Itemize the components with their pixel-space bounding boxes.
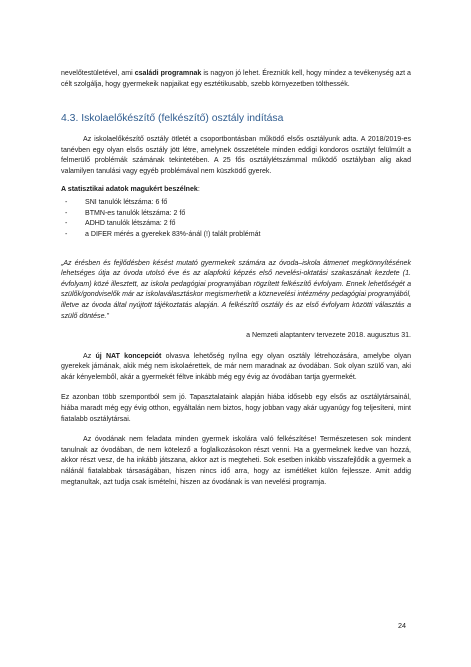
stats-heading-label: A statisztikai adatok magukért beszélnek [61,185,198,193]
paragraph-nat [61,352,411,384]
list-item: - a DIFER mérés a gyerekek 83%-ánál (!) talált problémát [61,230,411,241]
list-item: - BTMN-es tanulók létszáma: 2 fő [61,209,411,220]
paragraph-intro [61,69,411,90]
page-number: 24 [398,621,406,630]
paragraph-text: olvasva lehetőség nyílna egy olyan osztály létrehozására, amelybe olyan gyerekek járnának, akik még nem iskolaérettek, de már nem maradnak az óvodában. Sok olyan szülő van, aki akár kényelemből, akár a gyermekét féltve inkább még egy évig az óvodában tartja gyermekét. [61,352,411,381]
section-heading: 4.3. Iskolaelőkészítő (felkészítő) osztály indítása [61,113,284,125]
paragraph-text: Az [83,352,96,360]
paragraph-kindergarten: Az óvodának nem feladata minden gyermek iskolára való felkészítése! Természetesen sok mindent tanulnak az óvodában, de nem kötelező a foglalkozásokon részt venni. Ha a gyermeknek kedve van hozzá, akkor részt vesz, de ha inkább játszana, akkor azt is megteheti. Sok esetben inkább visszafejlődik a gyermek a nálánál fiatalabbak társaságában, hiszen nincs idő arra, hogy az ismétléket külön fejlessze. Amit addig megtanultak, azt tudja csak ismételni, hiszen az óvodának is van nevelési programja. [61,436,411,486]
stats-list [61,198,411,240]
stats-heading-colon: : [197,185,200,193]
stats-heading [61,185,411,196]
list-item: - ADHD tanulók létszáma: 2 fő [61,219,411,230]
block-quote: „Az érésben és fejlődésben késést mutató gyermekek számára az óvoda–iskola átmenet megkönnyítésének lehetséges útja az óvoda utolsó éve és az alapfokú képzés első nevelési-oktatási szakaszának kezdete (1. évfolyam) közé illesztett, az iskola pedagógiai programjában rögzített felkészítő évfolyam. Ennek lehetőségét a szülők/gondviselők már az iskolaválasztáskor megismerhetik a köznevelési intézmény pedagógiai programjából, illetve az óvoda által nyújtott tájékoztatás alapján. A felkészítő osztály és az első évfolyam közötti választás a szülő döntése.” [61,259,411,320]
bold-phrase: családi programnak [134,70,202,77]
paragraph-background: Az iskolaelőkészítő osztály ötletét a csoportbontásban működő elsős osztályunk adta. A 2018/2019-es tanévben egy olyan elsős osztály jött létre, amelynek összetétele minden eddigi kondoros osztályt felülmúlt a felmerülő problémák számának tekintetében. A 25 fős osztálylétszámmal működő osztályban alig akad valamilyen tanulási vagy egyéb problémával nem küszködő gyerek. [61,136,411,175]
bold-phrase: új NAT koncepciót [95,352,162,360]
paragraph-text: is nagyon jó lehet. Érezniük kell, hogy mindez a tevékenység azt a célt szolgálja, hogy gyermekeik napjaikat egy esztétikusabb, szebb környezetben tölthessék. [61,70,411,88]
list-item: - SNI tanulók létszáma: 6 fő [61,198,411,209]
page-content [61,69,411,488]
quote-source: a Nemzeti alaptanterv tervezete 2018. augusztus 31. [246,332,411,340]
paragraph-text: nevelőtestületével, ami [61,70,135,77]
paragraph-experience: Ez azonban több szempontból sem jó. Tapasztalataink alapján hiába idősebb egy elsős az osztálytársainál, hiába maradt még egy évig otthon, egyáltalán nem biztos, hogy jobban vagy akár ugyanúgy fog teljesíteni, mint fiatalabb osztálytársai. [61,394,411,423]
